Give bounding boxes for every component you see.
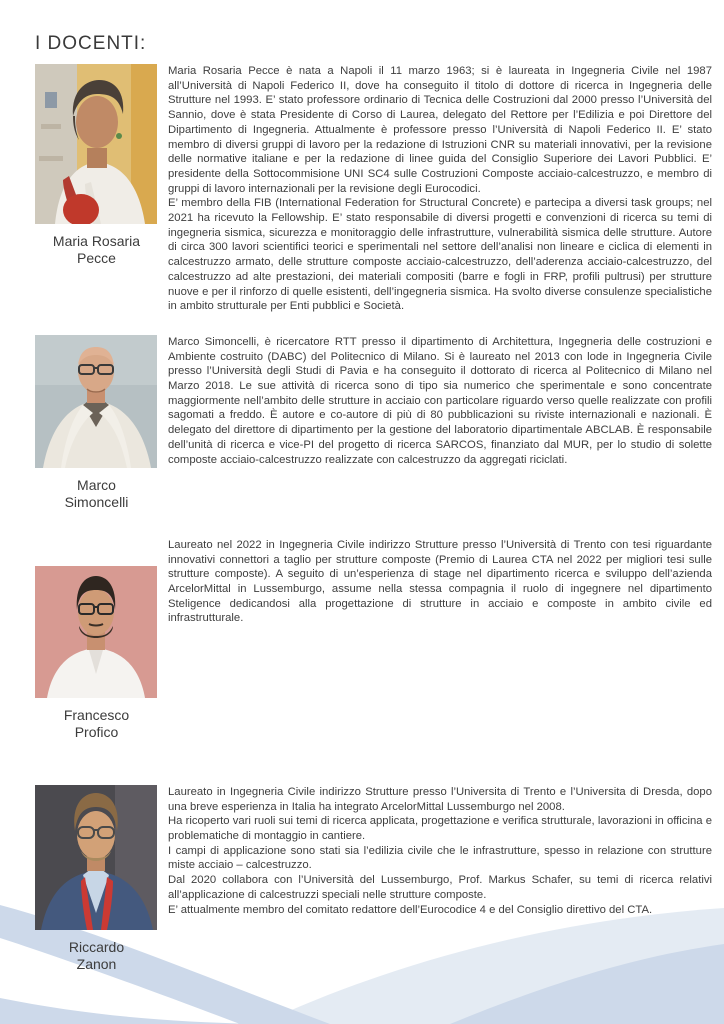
instructor-name-line1: Francesco: [63, 706, 130, 723]
bio-paragraph: Marco Simoncelli, è ricercatore RTT presso il dipartimento di Architettura, Ingegneria delle costruzioni e Ambiente costruito (DABC) del Politecnico di Milano. Si è laureato nel 2013 con lode in Ingegneria Civile presso l’Università degli Studi di Pavia e ha conseguito il dottorato di ricerca al Politecnico di Milano nel Marzo 2018. Le sue attività di ricerca sono di tipo sia numerico che sperimentale e sono concentrate maggiormente nell’ambito delle strutture in acciaio con particolare riguardo verso quelle realizzate con profili sagomati a freddo. È autore e co-autore di più di 80 pubblicazioni su riviste internazionali e nazionali. È delegato del direttore di dipartimento per la gestione del laboratorio dipartimentale ABCLAB. È responsabile dell’unità di ricerca e vice-PI del progetto di ricerca SARCOS, finanziato dal MUR, per lo studio di solette composte acciaio-calcestruzzo realizzate con calcestruzzo da aggregati riciclati.: [168, 335, 712, 466]
instructor-photo-column: [35, 64, 158, 267]
bio-paragraph: Laureato nel 2022 in Ingegneria Civile indirizzo Strutture presso l’Università di Trento con tesi riguardante innovativi connettori a taglio per strutture composte (Premio di Laurea CTA nel 2022 per migliori tesi sulle strutture composte). A seguito di un’esperienza di stage nel dipartimento ricerca e sviluppo dell’azienda ArcelorMittal in Lussemburgo, assume nella stessa compagnia il ruolo di ingegnere nel dipartimento Steligence dedicandosi alla progettazione di strutture in acciaio e composte in ambito civile ed infrastrutturale.: [168, 538, 712, 625]
instructor-name-line2: Pecce: [77, 250, 116, 266]
portrait-photo-francesco-profico: [35, 566, 157, 698]
bio-paragraph: Ha ricoperto vari ruoli sui temi di ricerca applicata, progettazione e verifica strutturale, lavorazioni in officina e problematiche di montaggio in cantiere.: [168, 815, 712, 843]
instructor-name: [35, 477, 158, 511]
instructor-name-line1: Marco: [77, 476, 116, 493]
instructor-row-profico: [35, 538, 712, 741]
instructor-photo-column: [35, 538, 158, 741]
instructor-name-line2: Profico: [74, 723, 119, 740]
instructor-row-simoncelli: [35, 335, 712, 511]
instructor-name: [35, 233, 158, 267]
instructor-bio-pecce: [168, 64, 712, 314]
page-title: I DOCENTI:: [35, 33, 147, 54]
instructor-name-line1: Riccardo: [68, 938, 125, 955]
portrait-photo-maria-rosaria-pecce: [35, 64, 157, 224]
bio-paragraph: Laureato in Ingegneria Civile indirizzo Strutture presso l’Universita di Trento e l’Universita di Dresda, dopo una breve esperienza in Italia ha integrato ArcelorMittal Lussemburgo nel 2008.: [168, 785, 712, 813]
instructor-bio-profico: [168, 538, 712, 626]
portrait-photo-marco-simoncelli: [35, 335, 157, 468]
instructor-name: [35, 707, 158, 741]
instructor-photo-column: [35, 335, 158, 511]
instructor-bio-simoncelli: [168, 335, 712, 467]
instructor-name-line1: Maria Rosaria: [52, 233, 141, 249]
bio-paragraph: Maria Rosaria Pecce è nata a Napoli il 11 marzo 1963; si è laureata in Ingegneria Civile nel 1987 all’Università di Napoli Federico II, dove ha conseguito il titolo di dottore di ricerca in Ingegneria delle Strutture nel 1993. E’ stato professore ordinario di Tecnica delle Costruzioni dal 2000 presso l’Università del Sannio, dove è stata Presidente di Corso di Laurea, delegato del Rettore per l’Edilizia e poi Direttore del Dipartimento di Ingegneria. Attualmente è professore presso l’Università di Napoli Federico II. E’ stato membro di diversi gruppi di lavoro per la redazione di Istruzioni CNR su materiali innovativi, per la revisione delle normative italiane e per la redazione di linee guida del Consiglio Superiore dei Lavori Pubblici. E’ presidente della Sottocommisione UNI SC4 sulle Costruzioni Composte acciaio-calcestruzzo, e membro di gruppi di lavoro internazionali per la revisione degli Eurocodici.: [168, 65, 712, 195]
instructor-row-pecce: [35, 64, 712, 314]
instructor-bio-zanon: [168, 785, 712, 917]
instructor-name: [35, 939, 158, 973]
instructor-photo-column: [35, 785, 158, 973]
bio-paragraph: E’ attualmente membro del comitato redattore dell’Eurocodice 4 e del Consiglio direttivo del CTA.: [168, 903, 653, 916]
bio-paragraph: Dal 2020 collabora con l’Università del Lussemburgo, Prof. Markus Schafer, su temi di ricerca relativi all’applicazione di calcestruzzi speciali nelle strutture composte.: [168, 874, 712, 901]
instructor-row-zanon: [35, 785, 712, 973]
instructor-name-line2: Simoncelli: [64, 493, 129, 510]
instructor-name-line2: Zanon: [76, 955, 117, 972]
portrait-photo-riccardo-zanon: [35, 785, 157, 930]
bio-paragraph: I campi di applicazione sono stati sia l’edilizia civile che le infrastrutture, spesso in relazione con strutture miste acciaio – calcestruzzo.: [168, 844, 712, 872]
bio-paragraph: E’ membro della FIB (International Federation for Structural Concrete) e partecipa a diversi task groups; nel 2021 ha ricevuto la Fellowship. E’ stato responsabile di diversi progetti e convenzioni di ricerca su temi di ingegneria sismica, sicurezza e monitoraggio delle infrastrutture, vulnerabilità sismica delle strutture. Autore di circa 300 lavori scientifici teorici e sperimentali nel settore dell’analisi non lineare e ciclica di elementi in calcestruzzo armato, delle strutture composte acciaio-calcestruzzo, dell’aderenza acciaio-calcestruzzo, del calcestruzzo ad alte prestazioni, dei materiali compositi (barre e fogli in FRP, profili pultrusi) per strutture nuove e per il rinforzo di quelle esistenti, dell’ingegneria sismica. Ha svolto diverse consulenze specialistiche in ambito strutturale per Enti pubblici e Società.: [168, 197, 712, 313]
